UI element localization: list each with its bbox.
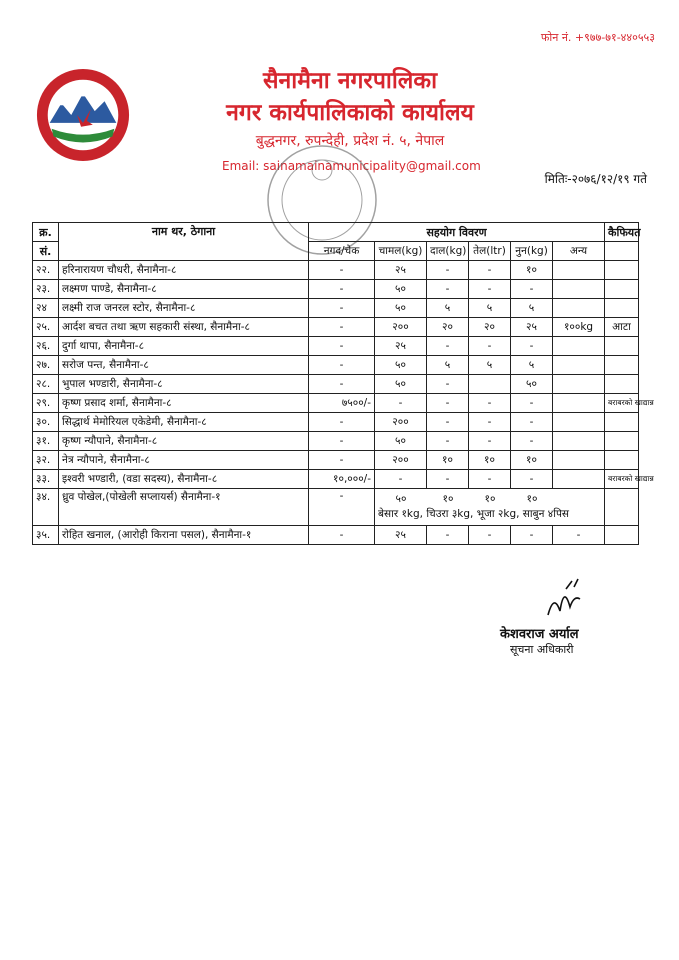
rice-cell: २५: [375, 261, 427, 280]
remarks-cell: [605, 489, 639, 526]
name-cell: लक्ष्मी राज जनरल स्टोर, सैनामैना-८: [59, 299, 309, 318]
oil-cell: -: [469, 280, 511, 299]
cash-cell: -: [309, 432, 375, 451]
sn-header-2: सं.: [33, 242, 59, 261]
rice-cell: ५०: [375, 432, 427, 451]
other-header: अन्य: [553, 242, 605, 261]
other-cell: [553, 280, 605, 299]
oil-cell: -: [469, 432, 511, 451]
remarks-cell: [605, 432, 639, 451]
dal-header: दाल(kg): [427, 242, 469, 261]
oil-cell: -: [469, 337, 511, 356]
signature-icon: [540, 577, 588, 625]
other-cell: [553, 413, 605, 432]
salt-value: १०: [526, 492, 538, 505]
name-header: नाम थर, ठेगाना: [59, 223, 309, 261]
name-cell: कृष्ण प्रसाद शर्मा, सैनामैना-८: [59, 394, 309, 413]
dal-value: १०: [442, 492, 454, 505]
item-detail-cell: [375, 489, 605, 526]
cash-cell: -: [309, 451, 375, 470]
remarks-cell: बराबरको खाद्यान्न: [605, 394, 639, 413]
name-cell: नेत्र न्यौपाने, सैनामैना-८: [59, 451, 309, 470]
oil-cell: -: [469, 526, 511, 545]
salt-cell: -: [511, 432, 553, 451]
sn-cell: २४: [33, 299, 59, 318]
oil-cell: -: [469, 470, 511, 489]
table-row: [33, 451, 639, 470]
table-row: [33, 261, 639, 280]
cash-cell: -: [309, 318, 375, 337]
remarks-cell: [605, 337, 639, 356]
salt-header: नुन(kg): [511, 242, 553, 261]
salt-cell: १०: [511, 451, 553, 470]
salt-cell: -: [511, 394, 553, 413]
dal-cell: -: [427, 470, 469, 489]
extra-items: बेसार १kg, चिउरा ३kg, भूजा २kg, साबुन ४पिस: [378, 508, 570, 520]
dal-cell: २०: [427, 318, 469, 337]
dal-cell: -: [427, 261, 469, 280]
name-cell: कृष्ण न्यौपाने, सैनामैना-८: [59, 432, 309, 451]
table-row: [33, 413, 639, 432]
dal-cell: -: [427, 337, 469, 356]
dal-cell: -: [427, 394, 469, 413]
sn-cell: २६.: [33, 337, 59, 356]
rice-cell: ५०: [375, 356, 427, 375]
sn-cell: २९.: [33, 394, 59, 413]
remarks-header: कैफियत: [605, 223, 639, 242]
dal-cell: -: [427, 526, 469, 545]
support-header: सहयोग विवरण: [309, 223, 605, 242]
name-cell: लक्ष्मण पाण्डे, सैनामैना-८: [59, 280, 309, 299]
remarks-cell: [605, 261, 639, 280]
other-cell: [553, 337, 605, 356]
remarks-cell: [605, 356, 639, 375]
name-cell: दुर्गा थापा, सैनामैना-८: [59, 337, 309, 356]
sn-cell: ३०.: [33, 413, 59, 432]
name-cell: भुपाल भण्डारी, सैनामैना-८: [59, 375, 309, 394]
cash-cell: १०,०००/-: [309, 470, 375, 489]
sn-cell: ३१.: [33, 432, 59, 451]
rice-cell: -: [375, 470, 427, 489]
dal-cell: ५: [427, 356, 469, 375]
sn-cell: २८.: [33, 375, 59, 394]
dal-cell: -: [427, 280, 469, 299]
sn-cell: २२.: [33, 261, 59, 280]
other-cell: [553, 299, 605, 318]
rice-cell: २५: [375, 337, 427, 356]
remarks-cell: [605, 413, 639, 432]
other-cell: [553, 375, 605, 394]
dal-cell: ५: [427, 299, 469, 318]
remarks-header-blank: [605, 242, 639, 261]
table-row: [33, 432, 639, 451]
table-row: [33, 280, 639, 299]
phone-number: फोन नं. +९७७-७१-४४०५५३: [540, 31, 655, 44]
cash-cell: -: [309, 375, 375, 394]
oil-value: १०: [484, 492, 496, 505]
name-cell: ध्रुव पोखेल,(पोखेली सप्लायर्स) सैनामैना-१: [59, 489, 309, 526]
oil-cell: -: [469, 394, 511, 413]
table-row: [33, 394, 639, 413]
remarks-cell: आटा: [605, 318, 639, 337]
other-cell: [553, 470, 605, 489]
cash-cell: -: [309, 261, 375, 280]
oil-cell: -: [469, 261, 511, 280]
remarks-cell: [605, 280, 639, 299]
rice-cell: २००: [375, 413, 427, 432]
other-cell: [553, 356, 605, 375]
sn-cell: ३२.: [33, 451, 59, 470]
dal-cell: -: [427, 413, 469, 432]
salt-cell: -: [511, 526, 553, 545]
remarks-cell: [605, 299, 639, 318]
office-name: नगर कार्यपालिकाको कार्यालय: [226, 100, 474, 126]
sn-cell: २७.: [33, 356, 59, 375]
table-row: [33, 356, 639, 375]
oil-cell: -: [469, 413, 511, 432]
other-cell: [553, 261, 605, 280]
cash-cell: -: [309, 337, 375, 356]
signatory-name: केशवराज अर्याल: [500, 627, 579, 642]
name-cell: सिद्धार्थ मेमोरियल एकेडेमी, सैनामैना-८: [59, 413, 309, 432]
table-row: [33, 337, 639, 356]
rice-cell: ५०: [375, 299, 427, 318]
name-cell: सरोज पन्त, सैनामैना-८: [59, 356, 309, 375]
name-cell: इश्वरी भण्डारी, (वडा सदस्य), सैनामैना-८: [59, 470, 309, 489]
cash-cell: -: [309, 489, 375, 526]
sn-cell: ३४.: [33, 489, 59, 526]
salt-cell: -: [511, 470, 553, 489]
sn-cell: २३.: [33, 280, 59, 299]
dal-cell: -: [427, 375, 469, 394]
table-row: [33, 318, 639, 337]
remarks-cell: [605, 451, 639, 470]
name-cell: हरिनारायण चौधरी, सैनामैना-८: [59, 261, 309, 280]
municipality-name: सैनामैना नगरपालिका: [262, 68, 438, 94]
other-cell: [553, 432, 605, 451]
other-cell: १००kg: [553, 318, 605, 337]
table-row: [33, 526, 639, 545]
cash-cell: -: [309, 413, 375, 432]
email-address: Email: sainamainamunicipality@gmail.com: [222, 159, 481, 173]
oil-cell: १०: [469, 451, 511, 470]
rice-cell: ५०: [375, 280, 427, 299]
sn-cell: २५.: [33, 318, 59, 337]
table-row: [33, 489, 639, 526]
sn-header: क्र.: [33, 223, 59, 242]
oil-cell: ५: [469, 356, 511, 375]
cash-cell: -: [309, 356, 375, 375]
remarks-cell: [605, 375, 639, 394]
salt-cell: -: [511, 280, 553, 299]
cash-cell: -: [309, 280, 375, 299]
dal-cell: १०: [427, 451, 469, 470]
oil-cell: ५: [469, 299, 511, 318]
cash-cell: -: [309, 526, 375, 545]
table-row: [33, 470, 639, 489]
cash-cell: -: [309, 299, 375, 318]
salt-cell: -: [511, 337, 553, 356]
oil-header: तेल(ltr): [469, 242, 511, 261]
table-row: [33, 299, 639, 318]
salt-cell: ५: [511, 299, 553, 318]
signatory-title: सूचना अधिकारी: [510, 643, 574, 656]
office-address: बुद्धनगर, रुपन्देही, प्रदेश नं. ५, नेपाल: [255, 133, 445, 149]
nepal-government-emblem: [34, 66, 132, 164]
rice-cell: २००: [375, 451, 427, 470]
dal-cell: -: [427, 432, 469, 451]
table-row: [33, 375, 639, 394]
salt-cell: ५०: [511, 375, 553, 394]
salt-cell: -: [511, 413, 553, 432]
sn-cell: ३५.: [33, 526, 59, 545]
cash-header: नगद/चेक: [309, 242, 375, 261]
donation-table: [32, 222, 654, 545]
remarks-cell: [605, 526, 639, 545]
other-cell: [553, 394, 605, 413]
rice-header: चामल(kg): [375, 242, 427, 261]
remarks-cell: बराबरको खाद्यान्न: [605, 470, 639, 489]
document-date: मितिः-२०७६/१२/१९ गते: [544, 172, 647, 186]
oil-cell: २०: [469, 318, 511, 337]
salt-cell: २५: [511, 318, 553, 337]
salt-cell: ५: [511, 356, 553, 375]
rice-value: ५०: [395, 492, 407, 505]
cash-cell: ७५००/-: [309, 394, 375, 413]
other-cell: -: [553, 526, 605, 545]
oil-cell: [469, 375, 511, 394]
rice-cell: २५: [375, 526, 427, 545]
table-header-row: [33, 223, 639, 242]
sn-cell: ३३.: [33, 470, 59, 489]
item-values: [375, 490, 604, 507]
name-cell: रोहित खनाल, (आरोही किराना पसल), सैनामैना-१: [59, 526, 309, 545]
rice-cell: ५०: [375, 375, 427, 394]
name-cell: आर्दश बचत तथा ऋण सहकारी संस्था, सैनामैना-८: [59, 318, 309, 337]
rice-cell: -: [375, 394, 427, 413]
other-cell: [553, 451, 605, 470]
rice-cell: २००: [375, 318, 427, 337]
salt-cell: १०: [511, 261, 553, 280]
